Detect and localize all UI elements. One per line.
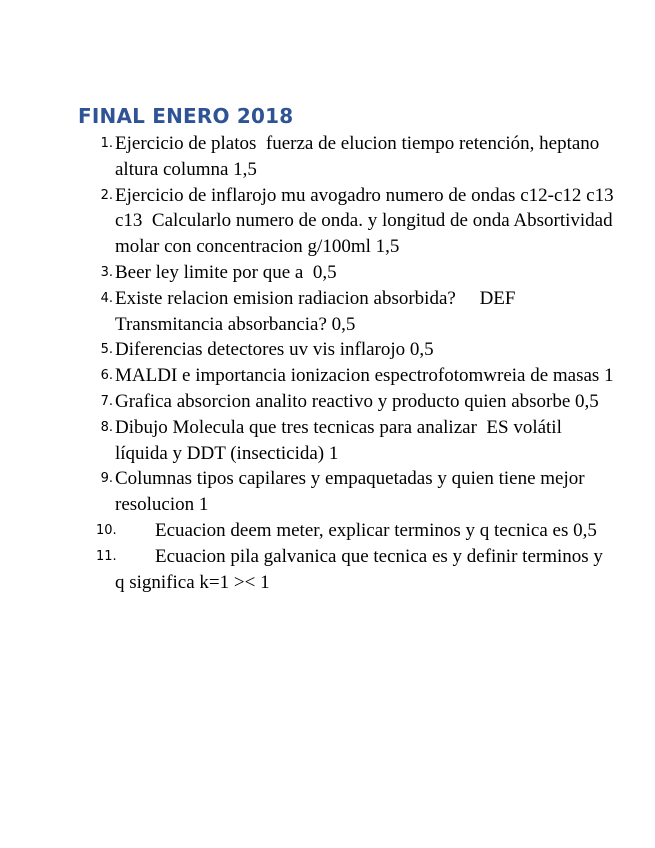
- question-number: 5.: [100, 342, 113, 358]
- question-number: 10.: [96, 522, 117, 538]
- question-number: 4.: [100, 290, 113, 306]
- question-item-11: [0, 544, 655, 596]
- question-number: 8.: [100, 419, 113, 435]
- question-text: Ejercicio de platos fuerza de elucion tiempo retención, heptano altura columna 1,5: [115, 133, 605, 180]
- question-number: 3.: [100, 264, 113, 280]
- question-item-1: [0, 131, 655, 183]
- question-text: Ecuacion pila galvanica que tecnica es y definir terminos y q significa k=1 >< 1: [115, 545, 608, 593]
- question-text: Existe relacion emision radiacion absorbida? DEF Transmitancia absorbancia? 0,5: [115, 287, 520, 335]
- question-text: Dibujo Molecula que tres tecnicas para analizar ES volátil líquida y DDT (insecticida) 1: [115, 416, 567, 464]
- question-text: Ecuacion deem meter, explicar terminos y q tecnica es 0,5: [155, 519, 597, 541]
- question-text: MALDI e importancia ionizacion espectrofotomwreia de masas 1: [115, 365, 614, 387]
- question-number: 6.: [100, 368, 113, 384]
- question-item-2: [0, 183, 655, 260]
- question-number: 7.: [100, 393, 113, 409]
- question-item-6: [0, 363, 655, 389]
- question-item-4: [0, 286, 655, 338]
- question-number: 1.: [100, 136, 113, 151]
- question-number: 9.: [100, 471, 113, 487]
- question-text: Diferencias detectores uv vis inflarojo 0,5: [115, 339, 434, 361]
- question-list: [0, 131, 655, 595]
- question-number: 11.: [96, 548, 117, 564]
- question-text: Grafica absorcion analito reactivo y producto quien absorbe 0,5: [115, 390, 599, 412]
- question-item-5: [0, 337, 655, 363]
- question-text: Beer ley limite por que a 0,5: [115, 261, 337, 283]
- question-number: 2.: [100, 187, 113, 203]
- question-item-7: [0, 389, 655, 415]
- page-title: FINAL ENERO 2018: [78, 104, 294, 128]
- question-item-10: [0, 518, 655, 544]
- question-text: Columnas tipos capilares y empaquetadas y quien tiene mejor resolucion 1: [115, 468, 590, 516]
- question-text: Ejercicio de inflarojo mu avogadro numero de ondas c12-c12 c13 c13 Calcularlo numero de onda. y longitud de onda Absortividad molar con concentracion g/100ml 1,5: [115, 184, 619, 258]
- question-item-8: [0, 415, 655, 467]
- question-item-9: [0, 466, 655, 518]
- question-item-3: [0, 260, 655, 286]
